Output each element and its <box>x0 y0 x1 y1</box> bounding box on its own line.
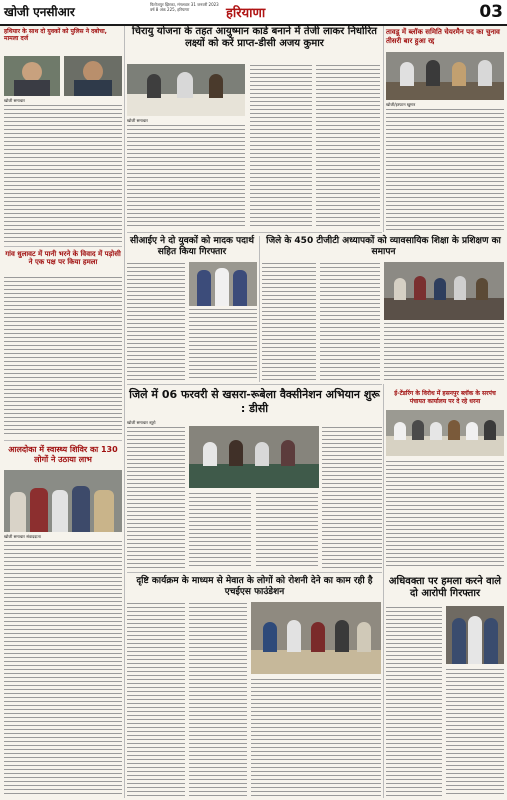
election-body <box>386 108 504 230</box>
vaccination-meeting-photo <box>189 426 319 488</box>
vaccination-body-4 <box>322 426 382 568</box>
ayushman-body-2 <box>250 64 312 228</box>
cia-body-1 <box>127 262 185 380</box>
water-dispute-body <box>4 276 122 436</box>
drishti-body-1 <box>127 602 185 796</box>
divider <box>127 572 382 573</box>
vaccination-body-3 <box>256 492 318 568</box>
column-divider <box>124 26 125 798</box>
ayushman-caption: खोजी समाचार <box>127 118 148 123</box>
teacher-body-1 <box>262 262 316 380</box>
drishti-body-2 <box>189 602 247 796</box>
vaccination-caption: खोजी समाचार ब्यूरो <box>127 420 156 425</box>
divider <box>127 232 382 233</box>
vaccination-headline: जिले में 06 फरवरी से खसरा-रूबेला वैक्सीनेशन अभियान शुरू : डीसी <box>129 388 380 415</box>
cia-arrest-photo <box>189 262 257 306</box>
issue-info <box>150 2 219 12</box>
lead-caption: खोजी समाचार <box>4 98 25 103</box>
etendering-body <box>386 460 504 568</box>
attack-arrest-photo <box>446 606 504 664</box>
meeting-photo <box>127 64 245 116</box>
teacher-training-headline: जिले के 450 टीजीटी अध्यापकों को व्यावसायिक शिक्षा के प्रशिक्षण का समापन <box>266 236 501 257</box>
teacher-body-3 <box>384 322 504 380</box>
lead-headline: हथियार के साथ दो युवकों को पुलिस ने दबोचा, मामला दर्ज <box>4 28 107 42</box>
cia-headline: सीआईए ने दो युवकों को मादक पदार्थ सहित किया गिरफ्तार <box>129 236 254 257</box>
election-caption: खोजी/इरफान खुमार <box>386 102 416 107</box>
issue-volume: वर्ष 8 अंक 225, हरियाणा <box>150 7 190 12</box>
sarpanch-protest-photo <box>386 410 504 456</box>
issue-date: फिरोजपुर झिरका, मंगलवार 31 जनवरी 2023 <box>150 2 219 7</box>
divider <box>127 384 382 385</box>
drishti-body-3 <box>251 678 381 796</box>
drishti-event-photo <box>251 602 381 674</box>
health-camp-caption: खोजी समाचार संवाददाता <box>4 534 41 539</box>
attack-body-2 <box>446 668 504 796</box>
election-photo <box>386 52 504 100</box>
cia-body-2 <box>189 308 257 380</box>
drishti-headline: दृष्टि कार्यक्रम के माध्यम से मेवात के लोगों को रोशनी देने का काम रही है एचईएस फाउंडेशन <box>136 576 373 597</box>
suspect-photo-1 <box>4 56 60 96</box>
section-title: हरियाणा <box>226 6 266 21</box>
ayushman-headline: चिरायु योजना के तहत आयुष्मान कार्ड बनाने में तेजी लाकर निर्धारित लक्ष्यों को करें प्राप्त-डीसी अजय कुमार <box>132 26 377 49</box>
lead-body <box>4 104 122 242</box>
health-camp-photo <box>4 470 122 532</box>
attack-headline: अधिवक्ता पर हमला करने वाले दो आरोपी गिरफ्तार <box>388 576 502 599</box>
election-headline: तावडू में ब्लॉक समिति चेयरमैन पद का चुनाव तीसरी बार हुआ रद्द <box>386 28 500 45</box>
suspect-photo-2 <box>64 56 122 96</box>
vaccination-body-1 <box>127 426 185 568</box>
attack-body-1 <box>386 606 442 796</box>
teacher-training-photo <box>384 262 504 320</box>
ayushman-body-3 <box>316 64 380 228</box>
column-divider <box>383 26 384 232</box>
divider <box>259 236 260 382</box>
etendering-headline: ई-टेंडरिंग के विरोध में हसनपुर ब्लॉक के सरपंच पंचायत कार्यालय पर दे रहे धरना <box>394 390 496 405</box>
page-number: 03 <box>479 2 503 22</box>
masthead <box>0 0 507 26</box>
health-camp-body <box>4 540 122 796</box>
teacher-body-2 <box>320 262 380 380</box>
divider <box>4 246 122 247</box>
column-divider <box>383 384 384 798</box>
water-dispute-headline: गांव धुलावट में पानी भरने के विवाद में पड़ोसी ने एक पक्ष पर किया हमला <box>5 250 121 266</box>
ayushman-body-1 <box>127 124 245 228</box>
health-camp-headline: आलदोका में स्वास्थ्य शिविर का 130 लोगों ने उठाया लाभ <box>8 445 118 464</box>
vaccination-body-2 <box>189 492 251 568</box>
newspaper-brand: खोजी एनसीआर <box>4 5 75 19</box>
divider <box>4 440 122 441</box>
